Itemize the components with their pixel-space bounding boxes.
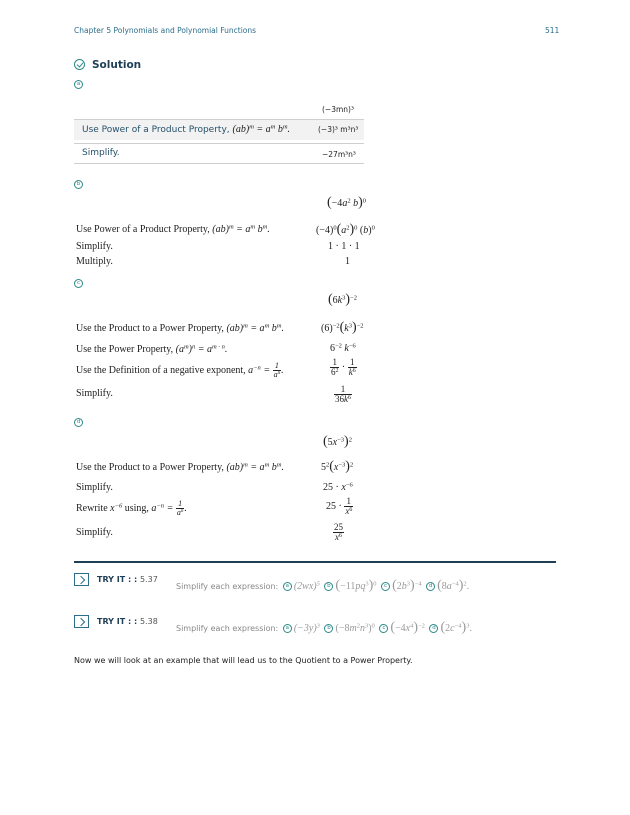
part-b-row-3-value: 1 xyxy=(345,256,350,267)
part-b-row-2-value: 1 · 1 · 1 xyxy=(328,241,360,252)
part-c-row-1-label xyxy=(76,323,284,334)
item-b-badge: b xyxy=(324,624,333,633)
part-b-row-1-value: $(-4)^0(a^2)^0$ $(b)^0$ xyxy=(316,222,375,237)
part-a-row-1-text: Use Power of a Product Property, xyxy=(82,125,230,135)
part-b-row-2-label: Simplify. xyxy=(76,241,113,252)
part-c-row-1-text: Use the Product to a Power Property, xyxy=(76,323,224,334)
part-a-row-2-label: Simplify. xyxy=(82,148,120,158)
try-it-label: TRY IT : : xyxy=(97,575,138,584)
part-c-row-3-value: $\frac{1}{6^2}$ · $\frac{1}{k^6}$ xyxy=(331,357,356,377)
expand-chevron-icon[interactable] xyxy=(74,573,89,586)
item-a-badge: a xyxy=(283,624,292,633)
exercise-b: $(-11pq^3)^0$ xyxy=(335,578,377,593)
negative-exponent-formula: $a^{-n}$ = $\frac{1}{a^n}$ . xyxy=(248,361,284,379)
part-a-row-2-value: −27m³n³ xyxy=(322,150,356,159)
exercise-d: $(8a^{-4})^2$. xyxy=(437,578,470,593)
part-c-row-1-value: $(6)^{-2}(k^3)^{-2}$ xyxy=(321,320,364,335)
part-c-row-2-label xyxy=(76,344,227,355)
part-d-row-3-value: 25 · $\frac{1}{x^6}$ xyxy=(326,496,353,516)
running-header-chapter: Chapter 5 Polynomials and Polynomial Functions xyxy=(74,26,257,35)
exercise-a: $(-3y)^3$ xyxy=(293,622,320,634)
part-c-row-2-text: Use the Power Property, xyxy=(76,344,174,355)
try-it-number: 5.38 xyxy=(139,617,158,626)
part-d-badge: d xyxy=(74,418,83,427)
part-c-row-4-value: $\frac{1}{36k^6}$ xyxy=(335,384,351,404)
try-it-prompt: Simplify each expression: xyxy=(176,624,279,633)
part-d-row-2-label: Simplify. xyxy=(76,482,113,493)
part-d-row-4-value: $\frac{25}{x^6}$ xyxy=(334,522,343,542)
part-b-badge: b xyxy=(74,180,83,189)
part-c-row-4-label: Simplify. xyxy=(76,388,113,399)
try-it-exercise xyxy=(176,578,469,594)
solution-title: Solution xyxy=(92,59,142,71)
power-of-product-formula: $(ab)^m = a^m$ $b^m$. xyxy=(226,322,284,334)
part-d-row-4-label: Simplify. xyxy=(76,527,113,538)
item-c-badge: c xyxy=(381,582,390,591)
part-d-row-2-value: $25 \cdot x^{-6}$ xyxy=(323,481,353,493)
x-negative-six: $x^{-6}$ xyxy=(110,502,123,514)
part-d-start-expression: $(5x^{-3})^2$ xyxy=(323,434,352,449)
part-d-row-1-value: $5^2(x^{-3})^2$ xyxy=(321,459,354,474)
part-b-row-1-text: Use Power of a Product Property, xyxy=(76,224,210,235)
section-divider xyxy=(74,561,556,563)
part-c-badge: c xyxy=(74,279,83,288)
part-a-row-1-value: (−3)³ m³n³ xyxy=(318,125,359,134)
item-c-badge: c xyxy=(379,624,388,633)
negative-exponent-formula: $a^{-n}$ = $\frac{1}{a^n}$ . xyxy=(151,499,187,517)
try-it-heading xyxy=(97,575,158,584)
expand-chevron-icon[interactable] xyxy=(74,615,89,628)
part-c-start-expression: $(6k^3)^{-2}$ xyxy=(328,292,357,307)
part-b-row-3-label: Multiply. xyxy=(76,256,113,267)
part-b-start-expression: ($-4a^2$ b)$^0$ xyxy=(327,195,366,210)
exercise-c: $(-4x^4)^{-2}$ xyxy=(390,620,425,635)
power-of-product-formula: $(ab)^m = a^m$ $b^m$. xyxy=(226,461,284,473)
part-a-start-expression: (−3mn)³ xyxy=(322,105,354,114)
power-of-product-formula: $(ab)^m = a^m$ $b^m$. xyxy=(232,123,291,135)
transition-paragraph: Now we will look at an example that will lead us to the Quotient to a Power Property. xyxy=(74,656,413,665)
exercise-c: $(2b^3)^{-4}$ xyxy=(392,578,422,593)
power-property-formula: $(a^m)^n = a^{m \cdot n}$. xyxy=(175,343,228,355)
part-c-row-3-text: Use the Definition of a negative exponent, xyxy=(76,364,246,376)
item-d-badge: d xyxy=(429,624,438,633)
try-it-prompt: Simplify each expression: xyxy=(176,582,279,591)
part-d-row-3-text-b: using, xyxy=(124,502,149,514)
part-a-badge: a xyxy=(74,80,83,89)
page-number: 511 xyxy=(545,26,560,35)
exercise-a: $(2wx)^5$ xyxy=(293,580,320,592)
table-divider xyxy=(74,163,364,164)
part-c-row-3-label xyxy=(76,362,284,379)
part-d-row-3-text-a: Rewrite xyxy=(76,502,108,514)
exercise-b: $(-8m^2n^3)^0$ xyxy=(335,622,375,634)
item-d-badge: d xyxy=(426,582,435,591)
part-a-row-1-label xyxy=(82,124,290,135)
check-circle-icon xyxy=(74,59,85,70)
try-it-heading xyxy=(97,617,158,626)
exercise-d: $(2c^{-4})^3$. xyxy=(440,620,472,635)
part-d-row-3-label xyxy=(76,500,187,517)
power-of-product-formula: $(ab)^m = a^m$ $b^m$. xyxy=(212,223,270,235)
part-b-row-1-label xyxy=(76,224,270,235)
item-b-badge: b xyxy=(324,582,333,591)
try-it-label: TRY IT : : xyxy=(97,617,138,626)
try-it-exercise xyxy=(176,620,472,636)
item-a-badge: a xyxy=(283,582,292,591)
part-d-row-1-label xyxy=(76,462,284,473)
try-it-number: 5.37 xyxy=(139,575,158,584)
part-c-row-2-value: $6^{-2}$ $k^{-6}$ xyxy=(330,342,356,354)
table-divider xyxy=(74,143,364,144)
part-d-row-1-text: Use the Product to a Power Property, xyxy=(76,462,224,473)
